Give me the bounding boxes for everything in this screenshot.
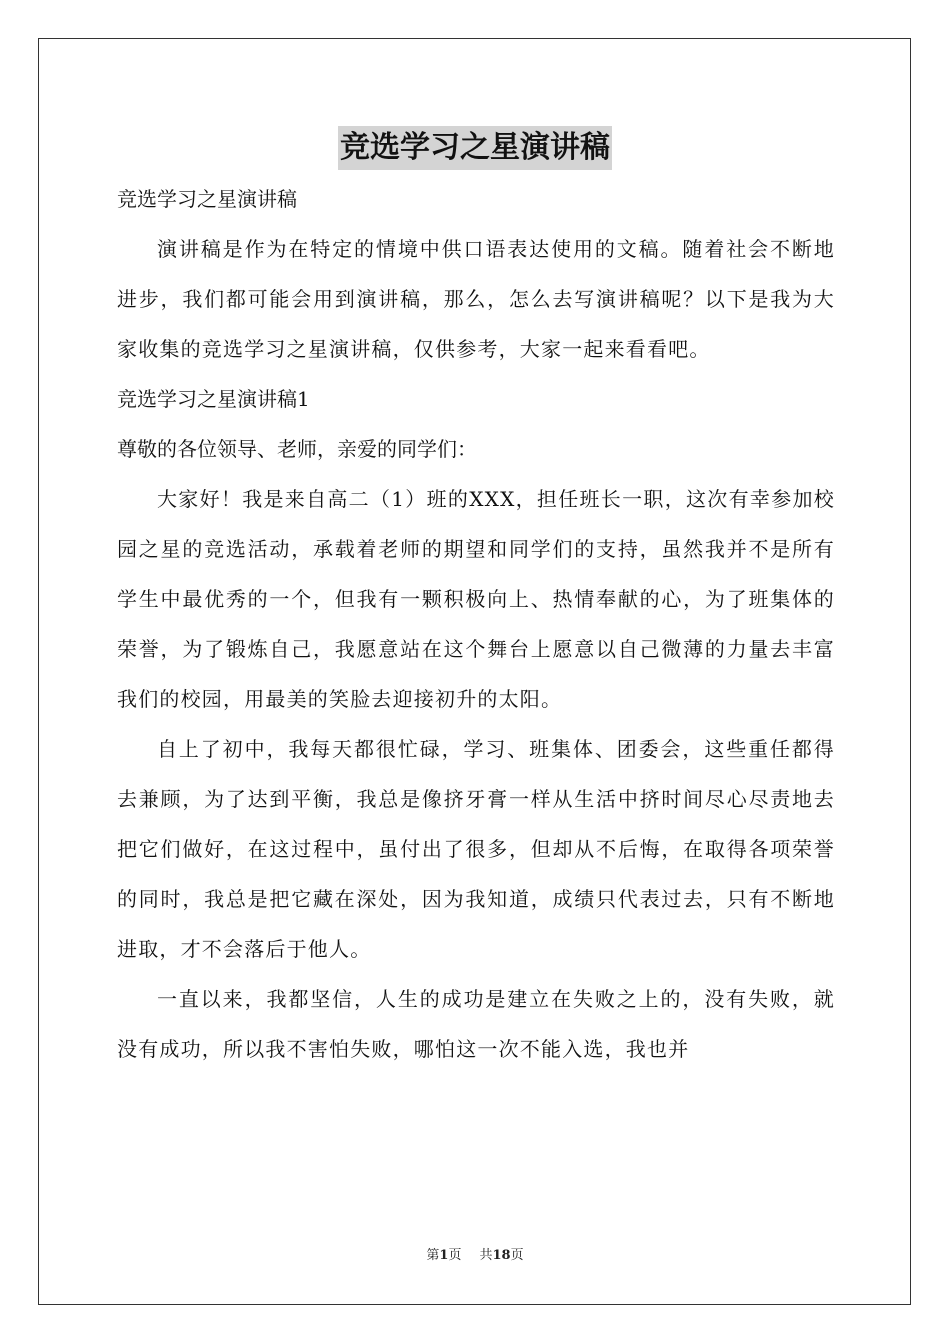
- document-title: 竞选学习之星演讲稿: [338, 126, 612, 170]
- body-paragraph: 大家好！我是来自高二（1）班的XXX，担任班长一职，这次有幸参加校园之星的竞选活动，承载着老师的期望和同学们的支持，虽然我并不是所有学生中最优秀的一个，但我有一颗积极向上、热情奉献的心，为了班集体的荣誉，为了锻炼自己，我愿意站在这个舞台上愿意以自己微薄的力量去丰富我们的校园，用最美的笑脸去迎接初升的太阳。: [117, 487, 835, 711]
- intro-paragraph: 演讲稿是作为在特定的情境中供口语表达使用的文稿。随着社会不断地进步，我们都可能会用到演讲稿，那么，怎么去写演讲稿呢？以下是我为大家收集的竞选学习之星演讲稿，仅供参考，大家一起来看看吧。: [117, 237, 835, 361]
- title-area: [0, 126, 950, 170]
- total-page-count: 18: [492, 1248, 511, 1263]
- greeting-line: 尊敬的各位领导、老师，亲爱的同学们：: [117, 437, 477, 461]
- section-heading: 竞选学习之星演讲稿1: [117, 387, 310, 411]
- page-suffix: 页: [448, 1248, 462, 1263]
- document-subtitle: 竞选学习之星演讲稿: [117, 187, 297, 211]
- total-suffix: 页: [510, 1248, 524, 1263]
- page-prefix: 第: [426, 1248, 440, 1263]
- page-footer: [0, 1246, 950, 1266]
- body-paragraph: 一直以来，我都坚信，人生的成功是建立在失败之上的，没有失败，就没有成功，所以我不害怕失败，哪怕这一次不能入选，我也并: [117, 987, 835, 1061]
- total-prefix: 共: [479, 1248, 493, 1263]
- body-paragraph: 自上了初中，我每天都很忙碌，学习、班集体、团委会，这些重任都得去兼顾，为了达到平衡，我总是像挤牙膏一样从生活中挤时间尽心尽责地去把它们做好，在这过程中，虽付出了很多，但却从不后悔，在取得各项荣誉的同时，我总是把它藏在深处，因为我知道，成绩只代表过去，只有不断地进取，才不会落后于他人。: [117, 737, 835, 961]
- document-body: [117, 174, 835, 1074]
- current-page-number: 1: [439, 1248, 449, 1263]
